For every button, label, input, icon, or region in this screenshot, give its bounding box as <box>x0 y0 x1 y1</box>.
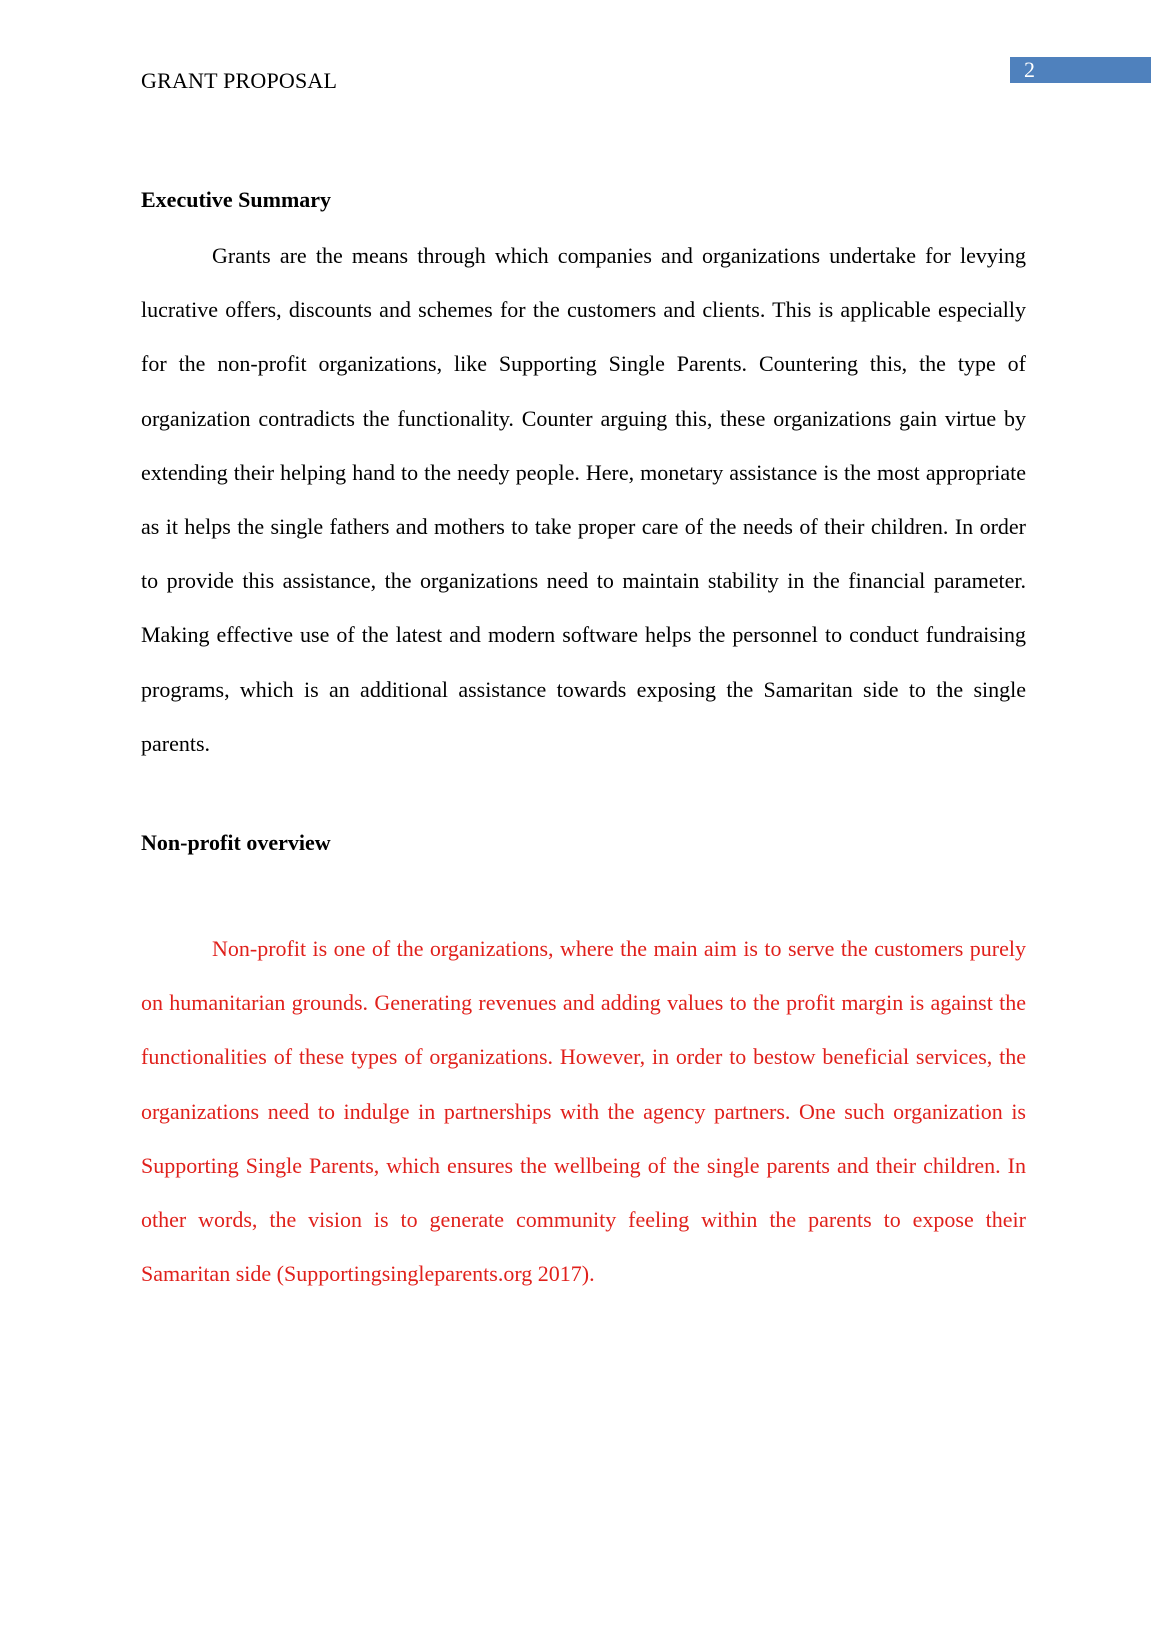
page-number-badge <box>1010 57 1151 83</box>
running-head: GRANT PROPOSAL <box>141 68 338 93</box>
section-heading-executive-summary: Executive Summary <box>141 187 332 212</box>
page-number: 2 <box>1024 57 1035 82</box>
non-profit-overview-paragraph: Non-profit is one of the organizations, where the main aim is to serve the customers purely on humanitarian grounds. Generating revenues and adding values to the profit margin is against the functionalities of these types of organizations. However, in order to bestow beneficial services, the organizations need to indulge in partnerships with the agency partners. One such organization is Supporting Single Parents, which ensures the wellbeing of the single parents and their children. In other words, the vision is to generate community feeling within the parents to expose their Samaritan side (Supportingsingleparents.org 2017). <box>141 936 1026 1287</box>
executive-summary-paragraph: Grants are the means through which companies and organizations undertake for levying lucrative offers, discounts and schemes for the customers and clients. This is applicable especially for the non-profit organizations, like Supporting Single Parents. Countering this, the type of organization contradicts the functionality. Counter arguing this, these organizations gain virtue by extending their helping hand to the needy people. Here, monetary assistance is the most appropriate as it helps the single fathers and mothers to take proper care of the needs of their children. In order to provide this assistance, the organizations need to maintain stability in the financial parameter. Making effective use of the latest and modern software helps the personnel to conduct fundraising programs, which is an additional assistance towards exposing the Samaritan side to the single parents. <box>141 243 1026 756</box>
section-heading-non-profit-overview: Non-profit overview <box>141 830 331 855</box>
